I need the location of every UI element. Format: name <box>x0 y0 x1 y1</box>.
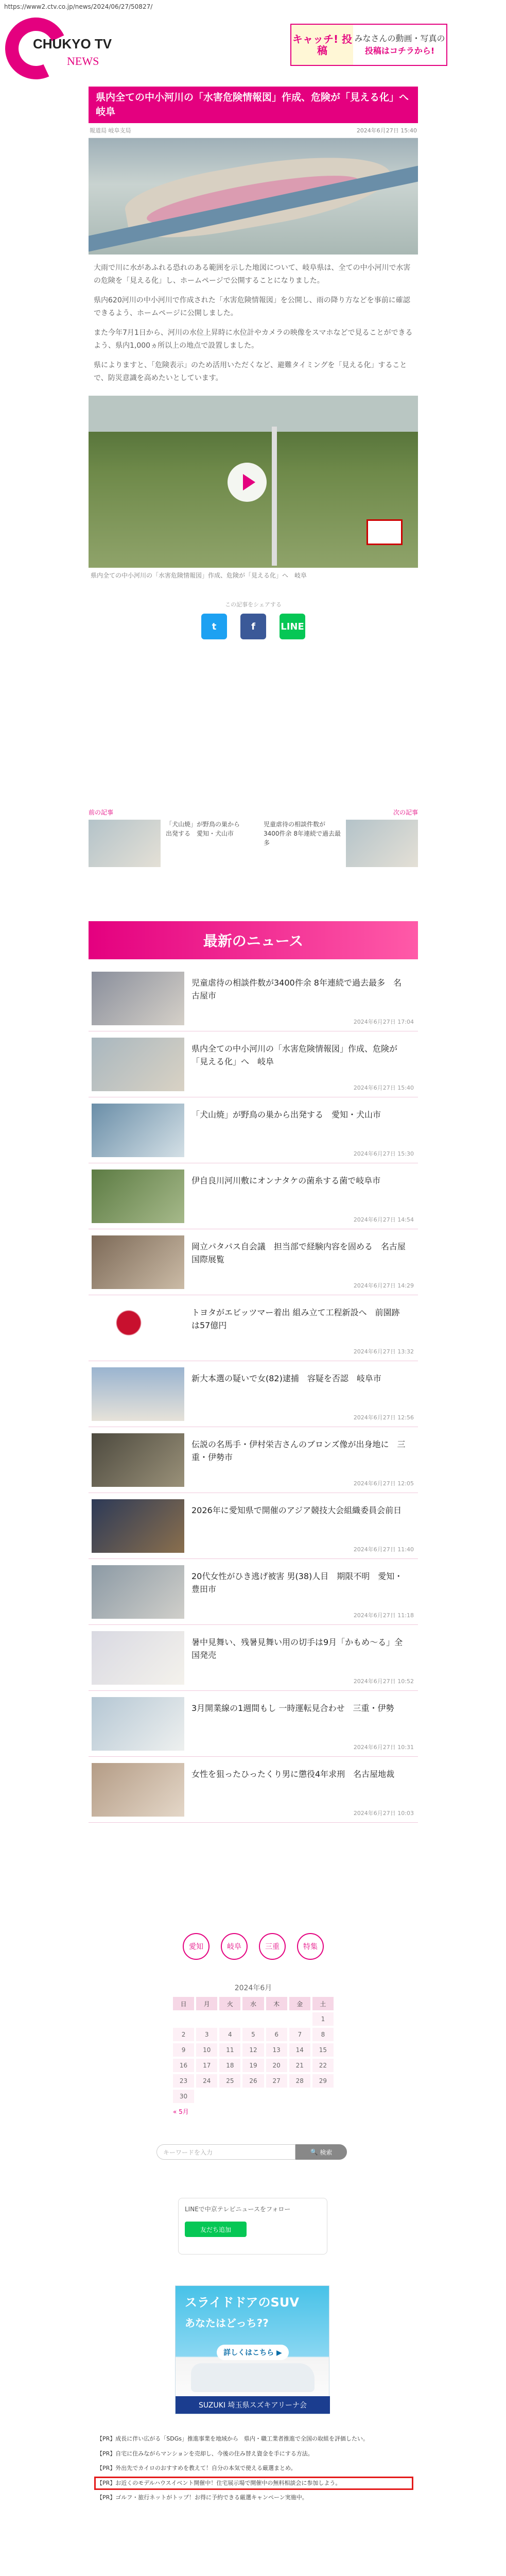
calendar-day[interactable]: 19 <box>242 2059 264 2072</box>
calendar-empty <box>173 2012 194 2026</box>
calendar-day[interactable]: 18 <box>219 2059 240 2072</box>
line-add-friend-button[interactable]: 友だち追加 <box>185 2222 247 2237</box>
calendar-weekday: 火 <box>219 1997 240 2010</box>
calendar-day[interactable]: 14 <box>289 2043 310 2057</box>
calendar-day[interactable]: 25 <box>219 2074 240 2088</box>
calendar-day[interactable]: 17 <box>196 2059 217 2072</box>
calendar-day[interactable]: 7 <box>289 2028 310 2041</box>
calendar-day[interactable]: 20 <box>266 2059 287 2072</box>
tag-gifu[interactable]: 岐阜 <box>221 1933 248 1960</box>
search-icon: 🔍 <box>310 2148 320 2156</box>
calendar-title: 2024年6月 <box>234 1984 272 1992</box>
calendar-day[interactable]: 15 <box>312 2043 334 2057</box>
logo-sub: NEWS <box>67 55 99 67</box>
ad-cta[interactable]: 詳しくはこちら ▶ <box>217 2345 289 2360</box>
news-item[interactable]: 伊自良川河川敷にオンナタケの菌糸する菌で岐阜市 2024年6月27日 14:54 <box>89 1163 418 1229</box>
news-item[interactable]: 20代女性がひき逃げ被害 男(38)人目 期限不明 愛知・豊田市 2024年6月27日 11:18 <box>89 1559 418 1625</box>
calendar-grid <box>173 1997 334 2103</box>
calendar-day[interactable]: 28 <box>289 2074 310 2088</box>
prev-title: 「犬山焼」が野鳥の巣から出発する 愛知・犬山市 <box>166 821 240 837</box>
logo-brand: CHUKYO TV <box>33 36 112 52</box>
calendar-day[interactable]: 24 <box>196 2074 217 2088</box>
calendar-day[interactable]: 21 <box>289 2059 310 2072</box>
ad-car-image <box>191 2363 315 2392</box>
prev-article-link[interactable] <box>89 808 243 867</box>
share-buttons <box>89 614 418 639</box>
tag-mie[interactable]: 三重 <box>259 1933 286 1960</box>
twitter-icon[interactable]: t <box>201 614 227 639</box>
calendar-empty <box>242 2012 264 2026</box>
news-item[interactable]: 伝説の名馬手・伊村栄吉さんのブロンズ像が出身地に 三重・伊勢市 2024年6月27日 12:05 <box>89 1427 418 1493</box>
news-item[interactable]: 岡立パタパス自会議 担当部で経験内容を固める 名古屋国際展覧 2024年6月27日 14:29 <box>89 1229 418 1295</box>
prev-next-nav <box>89 808 418 885</box>
calendar-day[interactable]: 5 <box>242 2028 264 2041</box>
calendar-day[interactable]: 23 <box>173 2074 194 2088</box>
news-item[interactable]: 3月開業線の1週間もし 一時運転見合わせ 三重・伊勢 2024年6月27日 10:31 <box>89 1691 418 1757</box>
archive-calendar <box>173 1982 334 2116</box>
facebook-icon[interactable]: f <box>240 614 266 639</box>
latest-news-heading: 最新のニュース <box>89 921 418 959</box>
hazard-map-image <box>89 138 418 255</box>
line-follow-text: LINEで中京テレビニュースをフォロー <box>185 2206 291 2213</box>
calendar-empty <box>289 2012 310 2026</box>
article-paragraph: 県によりますと、「危険表示」のため活用いただくなど、避難タイミングを「見える化」することで、防災意識を高めたいとしています。 <box>94 361 407 382</box>
next-label: 次の記事 <box>393 809 418 816</box>
line-follow-box <box>178 2198 327 2255</box>
article-date: 2024年6月27日 15:40 <box>356 127 417 134</box>
pr-link[interactable]: 【PR】ゴルフ・旅行ネットがトップ！お得に予約できる厳選キャンペーン実施中。 <box>97 2494 308 2501</box>
article-paragraph: 県内620河川の中小河川で作成された「水害危険情報図」を公開し、雨の降り方などを事前に確認できるよう、ホームページに公開しました。 <box>94 296 410 317</box>
calendar-day[interactable]: 11 <box>219 2043 240 2057</box>
article <box>89 87 418 639</box>
calendar-day[interactable]: 12 <box>242 2043 264 2057</box>
ad-footer: SUZUKI 埼玉県スズキアリーナ会 <box>176 2396 330 2414</box>
chukyo-tv-logo[interactable] <box>5 12 112 95</box>
pr-link[interactable]: 【PR】外出先でカイロのおすすめを教えて！自分の本気で使える厳選まとめ。 <box>97 2465 296 2471</box>
calendar-empty <box>266 2012 287 2026</box>
calendar-empty <box>196 2012 217 2026</box>
search-input[interactable]: キーワードを入力 <box>156 2144 295 2160</box>
post-banner-text <box>353 32 446 57</box>
region-tags <box>89 1933 418 1960</box>
calendar-day[interactable]: 26 <box>242 2074 264 2088</box>
next-title: 児童虐待の相談件数が3400件余 8年連続で過去最多 <box>264 821 341 846</box>
pr-link[interactable]: 【PR】成長に伴い広がる「SDGs」推進事業を地域から 県内・職工業者推進で全国の取組を評価したい。 <box>97 2435 369 2442</box>
calendar-day[interactable]: 1 <box>312 2012 334 2026</box>
article-headline: 県内全ての中小河川の「水害危険情報図」作成、危険が「見える化」へ 岐阜 <box>89 87 418 123</box>
news-item[interactable]: 「犬山焼」が野鳥の巣から出発する 愛知・犬山市 2024年6月27日 15:30 <box>89 1097 418 1163</box>
prev-label: 前の記事 <box>89 809 114 816</box>
post-banner-logo: キャッチ! 投稿 <box>291 25 353 65</box>
post-banner-line1: みなさんの動画・写真の <box>354 33 445 43</box>
calendar-day[interactable]: 6 <box>266 2028 287 2041</box>
calendar-day[interactable]: 9 <box>173 2043 194 2057</box>
news-item[interactable]: 児童虐待の相談件数が3400件余 8年連続で過去最多 名古屋市 2024年6月27日 17:04 <box>89 965 418 1031</box>
tag-feature[interactable]: 特集 <box>297 1933 324 1960</box>
post-banner[interactable] <box>290 24 447 66</box>
article-body <box>89 262 418 384</box>
calendar-weekday: 月 <box>196 1997 217 2010</box>
news-item[interactable]: 新大本選の疑いで女(82)逮捕 容疑を否認 岐阜市 2024年6月27日 12:56 <box>89 1361 418 1427</box>
news-item[interactable]: トヨタがエビッツマー着出 組み立て工程新設へ 前園跡は57億円 2024年6月27日 13:32 <box>89 1295 418 1361</box>
news-item[interactable]: 2026年に愛知県で開催のアジア競技大会組織委員会前日 2024年6月27日 11:40 <box>89 1493 418 1559</box>
search-form <box>156 2144 347 2160</box>
share-label: この記事をシェアする <box>225 601 282 608</box>
ad-subheadline: あなたはどっち?? <box>185 2317 269 2329</box>
calendar-prev-month[interactable]: « 5月 <box>173 2108 189 2115</box>
article-paragraph: 大雨で川に水があふれる恐れのある範囲を示した地図について、岐阜県は、全ての中小河川で水害の危険を「見える化」し、ホームページで公開することになりました。 <box>94 264 411 285</box>
calendar-day[interactable]: 3 <box>196 2028 217 2041</box>
article-video[interactable] <box>89 396 418 568</box>
calendar-day[interactable]: 22 <box>312 2059 334 2072</box>
pr-link[interactable]: 【PR】自宅に住みながらマンションを売却し、今後の住み替え資金を手にする方法。 <box>97 2450 313 2457</box>
calendar-day[interactable]: 27 <box>266 2074 287 2088</box>
suzuki-ad[interactable] <box>175 2285 329 2414</box>
calendar-day[interactable]: 8 <box>312 2028 334 2041</box>
calendar-day[interactable]: 2 <box>173 2028 194 2041</box>
pr-link-highlighted[interactable]: 【PR】お近くのモデルハウスイベント開催中！住宅展示場で開催中の無料相談会に参加しよう。 <box>97 2479 411 2488</box>
news-item[interactable]: 県内全ての中小河川の「水害危険情報図」作成、危険が「見える化」へ 岐阜 2024年6月27日 15:40 <box>89 1031 418 1097</box>
latest-news-list <box>89 965 418 1823</box>
calendar-day[interactable]: 30 <box>173 2090 194 2103</box>
calendar-day[interactable]: 10 <box>196 2043 217 2057</box>
video-caption: 県内全ての中小河川の「水害危険情報図」作成、危険が「見える化」へ 岐阜 <box>91 572 307 580</box>
calendar-weekday: 金 <box>289 1997 310 2010</box>
line-icon[interactable]: LINE <box>280 614 305 639</box>
pr-links <box>97 2435 411 2509</box>
article-paragraph: また今年7月1日から、河川の水位上昇時に水位計やカメラの映像をスマホなどで見ることができるよう、県内1,000ヵ所以上の地点で設置しました。 <box>94 329 413 350</box>
calendar-day[interactable]: 13 <box>266 2043 287 2057</box>
tag-aichi[interactable]: 愛知 <box>183 1933 210 1960</box>
calendar-day[interactable]: 4 <box>219 2028 240 2041</box>
calendar-weekday: 木 <box>266 1997 287 2010</box>
article-category: 報道局 岐阜支局 <box>90 127 131 134</box>
news-item[interactable]: 暑中見舞い、残暑見舞い用の切手は9月「かもめ～る」全国発売 2024年6月27日 10:52 <box>89 1625 418 1691</box>
ad-headline: スライドドアのSUV <box>185 2295 299 2310</box>
page-url: https://www2.ctv.co.jp/news/2024/06/27/50827/ <box>4 3 153 10</box>
calendar-weekday: 土 <box>312 1997 334 2010</box>
next-article-link[interactable] <box>264 808 418 867</box>
calendar-weekday: 日 <box>173 1997 194 2010</box>
calendar-empty <box>219 2012 240 2026</box>
search-button[interactable]: 🔍 検索 <box>295 2144 347 2160</box>
calendar-day[interactable]: 29 <box>312 2074 334 2088</box>
play-icon[interactable] <box>228 463 267 502</box>
post-banner-line2: 投稿はコチラから! <box>364 46 435 56</box>
news-item[interactable]: 女性を狙ったひったくり男に懲役4年求刑 名古屋地裁 2024年6月27日 10:03 <box>89 1757 418 1823</box>
calendar-weekday: 水 <box>242 1997 264 2010</box>
calendar-day[interactable]: 16 <box>173 2059 194 2072</box>
article-meta <box>89 123 418 138</box>
